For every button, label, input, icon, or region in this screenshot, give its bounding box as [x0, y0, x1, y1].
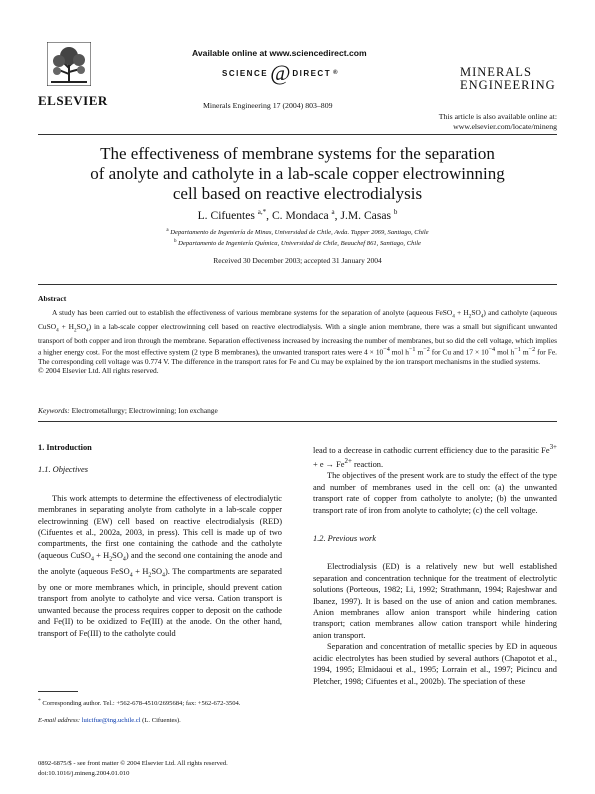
keywords-label: Keywords:	[38, 406, 70, 415]
journal-citation: Minerals Engineering 17 (2004) 803–809	[203, 101, 333, 110]
affiliation-a-mark: a	[166, 228, 169, 233]
paragraph-electrodialysis: Electrodialysis (ED) is a relatively new but well established separation and concentration technique for the treatment of electrolytic solutions (Porteous, 1982; Li, 1992; Strathmann, 1994; Rajeshwar and Ibanez, 1997). It is based on the use of anion and cation membranes. Anion membranes allow anion transport while hindering cation transport; cation membranes allow cation transport while hindering anion transport.	[313, 562, 557, 640]
affiliation-a-text: Departamento de Ingeniería de Minas, Universidad de Chile, Avda. Tupper 2069, Santiago, Chile	[170, 229, 429, 237]
paragraph-separation: Separation and concentration of metallic species by ED in aqueous acidic electrolytes has been studied by several authors (Chapotot et al., 1994, 1995; Elmidaoui et al., 1995; Lorrain et al., 1997; Picincu and Pletcher, 1998; Cifuentes et al., 2002b). The speciation of these	[313, 642, 557, 686]
email-suffix: (L. Cifuentes).	[140, 717, 181, 724]
title-line-2: of anolyte and catholyte in a lab-scale copper electrowinning	[90, 164, 505, 183]
abstract-body: A study has been carried out to establish the effectiveness of various membrane systems for the separation of anolyte (aqueous FeSO$_4$ + $H_2SO_4$) and catholyte (aqueous CuSO$_4$ + $H_2SO_4$) in a lab-scale copper electrowinning cell based on reactive electrodialysis. With a single anion membrane, there was a small but significant unwanted transport of both copper and iron through the membrane. Separation effectiveness increased by increasing the number of membranes, but so did the cell voltage, which implies a higher energy cost. For the most effective system (2 type B membranes), the unwanted transport rates were $4 \times 10^{-4}$ mol $h^{-1}$ $m^{-2}$ for Cu and $17 \times 10^{-4}$ mol $h^{-1}$ $m^{-2}$ for Fe. The corresponding cell voltage was 0.774 V. The difference in the transport rates for Fe and Cu may be explained by the ion transport mechanisms in the studied systems. © 2004 Elsevier Ltd. All rights reserved.	[38, 308, 558, 376]
email-footnote	[38, 717, 282, 726]
keywords	[38, 406, 218, 415]
right-column	[313, 442, 557, 687]
sd-registered-mark: ®	[333, 70, 340, 76]
sd-right: DIRECT	[292, 68, 332, 78]
also-available-text: This article is also available online at:	[438, 112, 557, 121]
also-available	[439, 112, 557, 132]
title-line-3: cell based on reactive electrodialysis	[172, 184, 423, 203]
journal-logo	[460, 66, 556, 92]
subsection-heading-previous-work: 1.2. Previous work	[313, 534, 376, 544]
article-title	[60, 144, 535, 204]
affiliation-b	[60, 239, 535, 247]
keywords-list: Electrometallurgy; Electrowinning; Ion exchange	[69, 406, 218, 415]
abstract-top-rule	[38, 284, 557, 285]
affiliation-b-text: Departamento de Ingeniería Química, Universidad de Chile, Beauchef 861, Santiago, Chile	[178, 240, 421, 248]
author-2: C. Mondaca	[271, 208, 329, 222]
footnote-rule	[38, 691, 78, 692]
sciencedirect-logo	[222, 60, 340, 85]
journal-url-link[interactable]: www.elsevier.com/locate/mineng	[453, 122, 557, 131]
paragraph-study-objectives: The objectives of the present work are to study the effect of the type and number of membranes used in the cell on: (a) the unwanted transport rate of copper from catholyte to anolyte; (b) the unwanted transport rate of iron from anolyte to catholyte; (c) the cell voltage.	[313, 471, 557, 515]
elsevier-tree-icon	[47, 42, 91, 86]
doi-link[interactable]: doi:10.1016/j.mineng.2004.01.010	[38, 769, 130, 777]
journal-logo-line2: ENGINEERING	[460, 78, 556, 92]
corresponding-author-footnote	[38, 697, 282, 709]
email-label: E-mail address:	[38, 717, 81, 724]
affiliation-a	[60, 228, 535, 236]
sd-left: SCIENCE	[222, 68, 269, 78]
issn-line: 0892-6875/$ - see front matter © 2004 Elsevier Ltd. All rights reserved.	[38, 760, 228, 767]
title-line-1: The effectiveness of membrane systems for the separation	[100, 144, 495, 163]
received-dates: Received 30 December 2003; accepted 31 January 2004	[213, 256, 382, 265]
abstract-copyright: © 2004 Elsevier Ltd. All rights reserved.	[38, 366, 159, 376]
available-online-banner[interactable]: Available online at www.sciencedirect.com	[192, 48, 367, 58]
subsection-heading-objectives: 1.1. Objectives	[38, 465, 89, 475]
journal-logo-line1: MINERALS	[460, 65, 532, 79]
footnote-mark: *	[38, 698, 41, 704]
author-1: L. Cifuentes	[197, 208, 255, 222]
footnote-text: Corresponding author. Tel.: +562-678-4510/2695684; fax: +562-672-3504.	[42, 700, 241, 708]
paragraph-objectives: This work attempts to determine the effectiveness of electrodialytic membranes in separating anolyte from catholyte in a lab-scale copper electrowinning (EW) cell based on reactive electrodialysis (RED) (Cifuentes et al., 2002a, 2003, in press). This cell is made up of two compartments, the first one containing the cathode and the catholyte (aqueous CuSO$_4$ + $H_2SO_4$) and the second one containing the anode and the anolyte (aqueous FeSO$_4$ + $H_2SO_4$). The compartments are separated by one or more membranes which, in principle, should prevent cation transport from anolyte to catholyte and vice versa. Cation transport is unwanted because the process requires copper to deposit on the cathode and Fe(II) to be oxidized to Fe(III) at the anode. On the other hand, transport of Fe(III) to the catholyte could	[38, 493, 283, 638]
publisher-name: ELSEVIER	[38, 93, 108, 108]
affiliation-b-mark: b	[174, 239, 177, 244]
author-3-affil[interactable]: b	[393, 208, 398, 216]
author-list: L. Cifuentes $^{a,*}$, C. Mondaca $^a$, J.M. Casas $^b$	[197, 208, 398, 222]
author-1-affil[interactable]: a,*	[257, 208, 267, 216]
left-column	[38, 442, 282, 639]
sd-at-icon: @	[270, 60, 291, 85]
elsevier-logo	[38, 42, 108, 109]
abstract-bottom-rule	[38, 421, 557, 422]
abstract-heading: Abstract	[38, 294, 67, 303]
header-rule	[38, 134, 557, 135]
section-heading-introduction: 1. Introduction	[38, 443, 92, 452]
author-3: J.M. Casas	[340, 208, 392, 222]
paragraph-continued: lead to a decrease in cathodic current efficiency due to the parasitic $Fe^{3+} + e \to Fe^{2+}$ reaction.	[313, 443, 557, 469]
email-link[interactable]: luicifue@ing.uchile.cl	[81, 717, 141, 724]
author-2-affil[interactable]: a	[331, 208, 335, 216]
front-matter	[38, 759, 228, 778]
